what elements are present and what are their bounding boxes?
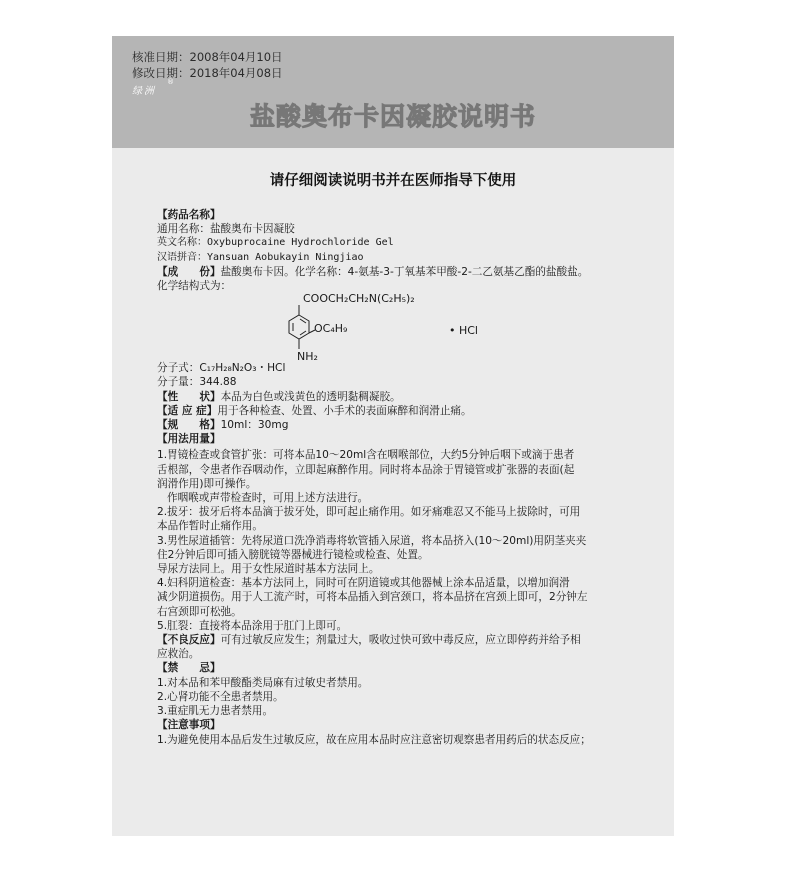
brand-logo: 绿洲 xyxy=(132,86,156,97)
dosage-line: 润滑作用)即可操作。 xyxy=(157,477,257,490)
contraindications-heading: 【禁 忌】 xyxy=(157,662,221,675)
contraindication-item: 1.对本品和苯甲酸酯类局麻有过敏史者禁用。 xyxy=(157,676,369,689)
dosage-line: 5.肛裂：直接将本品涂用于肛门上即可。 xyxy=(157,619,348,632)
properties-row xyxy=(157,390,637,404)
drug-name-heading: 【药品名称】 xyxy=(157,209,221,221)
revision-date: 修改日期：2018年04月08日 xyxy=(132,66,283,80)
hcl-label: • HCl xyxy=(449,324,478,338)
specification-text: 10ml：30mg xyxy=(220,419,289,432)
dosage-line: 4.妇科阴道检查：基本方法同上，同时可在阴道镜或其他器械上涂本品适量，以增加润滑 xyxy=(157,577,570,590)
adverse-text-cont: 应救治。 xyxy=(157,648,200,661)
properties-text: 本品为白色或浅黄色的透明黏稠凝胶。 xyxy=(220,390,401,403)
title-area xyxy=(112,98,674,136)
properties-heading: 【性 状】 xyxy=(157,390,221,403)
dosage-line: 舌根部，令患者作吞咽动作，立即起麻醉作用。同时将本品涂于胃镜管或扩张器的表面(起 xyxy=(157,463,575,476)
english-name: 英文名称：Oxybuprocaine Hydrochloride Gel xyxy=(157,237,394,249)
dosage-line: 2.拔牙：拔牙后将本品滴于拔牙处，即可起止痛作用。如牙痛难忍又不能马上拔除时，可用 xyxy=(157,506,581,519)
structure-label: 化学结构式为： xyxy=(157,280,232,293)
dosage-line: 3.男性尿道插管：先将尿道口洗净消毒将软管插入尿道，将本品挤入(10～20ml)用阴茎夹夹 xyxy=(157,534,587,547)
subtitle: 请仔细阅读说明书并在医师指导下使用 xyxy=(269,173,517,189)
dosage-line: 减少阴道损伤。用于人工流产时，可将本品插入到宫颈口，将本品挤在宫颈上即可，2分钟左 xyxy=(157,591,588,604)
adverse-row xyxy=(157,633,637,647)
composition-heading: 【成 份】 xyxy=(157,265,221,278)
adverse-text: 可有过敏反应发生；剂量过大，吸收过快可致中毒反应，应立即停药并给予相 xyxy=(220,634,581,647)
precaution-item: 1.为避免使用本品后发生过敏反应，故在应用本品时应注意密切观察患者用药后的状态反应； xyxy=(157,733,591,746)
leaflet-sheet xyxy=(112,36,674,836)
dosage-line: 住2分钟后即可插入膀胱镜等器械进行镜检或检查、处置。 xyxy=(157,548,429,561)
header-band xyxy=(112,36,674,148)
dosage-line: 作咽喉或声带检查时，可用上述方法进行。 xyxy=(167,492,369,505)
indications-text: 用于各种检查、处置、小手术的表面麻醉和润滑止痛。 xyxy=(217,404,472,417)
chemical-structure xyxy=(157,292,637,364)
specification-heading: 【规 格】 xyxy=(157,419,221,432)
dosage-line: 本品作暂时止痛作用。 xyxy=(157,520,263,533)
composition-text: 盐酸奥布卡因。化学名称：4-氨基-3-丁氧基苯甲酸-2-二乙氨基乙酯的盐酸盐。 xyxy=(220,265,589,278)
composition-row xyxy=(157,265,637,279)
specification-row xyxy=(157,418,637,432)
amino-group-label: NH₂ xyxy=(297,350,318,364)
molecular-formula: 分子式：C₁₇H₂₈N₂O₃・HCl xyxy=(157,362,286,375)
indications-heading: 【适 应 症】 xyxy=(157,404,218,417)
adverse-heading: 【不良反应】 xyxy=(157,634,221,647)
contraindication-item: 2.心肾功能不全患者禁用。 xyxy=(157,690,284,703)
ester-group-label: COOCH₂CH₂N(C₂H₅)₂ xyxy=(303,292,415,306)
dosage-line: 导尿方法同上。用于女性尿道时基本方法同上。 xyxy=(157,563,380,576)
molecular-weight: 分子量：344.88 xyxy=(157,376,237,389)
leaflet-body xyxy=(157,208,637,747)
dosage-line: 1.胃镜检查或食管扩张：可将本品10～20ml含在咽喉部位，大约5分钟后咽下或滴于患者 xyxy=(157,449,575,462)
pinyin-name: 汉语拼音：Yansuan Aobukayin Ningjiao xyxy=(157,251,364,263)
registered-mark: ® xyxy=(167,78,174,86)
approval-date: 核准日期：2008年04月10日 xyxy=(132,50,283,64)
generic-name: 通用名称：盐酸奥布卡因凝胶 xyxy=(157,223,295,236)
contraindication-item: 3.重症肌无力患者禁用。 xyxy=(157,705,274,718)
butoxy-group-label: OC₄H₉ xyxy=(314,322,348,336)
dosage-line: 右宫颈即可松弛。 xyxy=(157,605,242,618)
indications-row xyxy=(157,404,637,418)
dosage-heading: 【用法用量】 xyxy=(157,433,221,446)
document-title: 盐酸奥布卡因凝胶说明书 xyxy=(249,102,536,131)
precautions-heading: 【注意事项】 xyxy=(157,719,221,732)
